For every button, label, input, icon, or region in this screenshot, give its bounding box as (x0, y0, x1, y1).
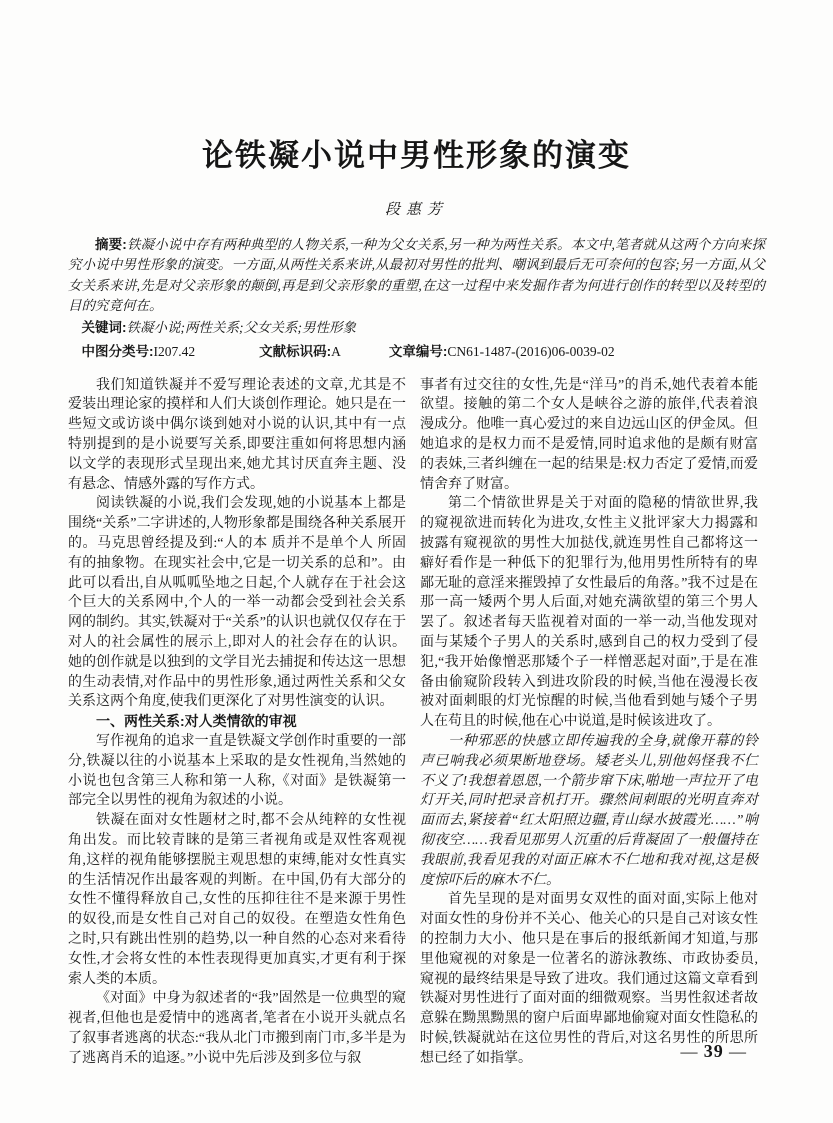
clc-value: I207.42 (153, 344, 196, 360)
abstract-text: 铁凝小说中存有两种典型的人物关系,一种为父女关系,另一种为两性关系。本文中,笔者就从这两个方向来探究小说中男性形象的演变。一方面,从两性关系来讲,从最初对男性的批判、嘲讽到最后无可奈何的包容;另一方面,从父女关系来讲,先是对父亲形象的颠倒,再是到父亲形象的重塑,在这一过程中来发掘作者为何进行创作的转型以及转型的目的究竟何在。 (68, 236, 766, 314)
right-column (420, 376, 758, 1069)
paragraph-left-1: 我们知道铁凝并不爱写理论表述的文章,尤其是不爱装出理论家的摸样和人们大谈创作理论。她只是在一些短文或访谈中偶尔谈到她对小说的认识,其中有一点特别提到的是小说要写关系,即要注重如何将思想内涵以文学的表现形式呈现出来,她尤其讨厌直奔主题、没有悬念、情感外露的写作方式。 (68, 377, 406, 492)
article-id (389, 344, 615, 359)
abstract (68, 235, 765, 317)
paragraph-right-4: 首先呈现的是对面男女双性的面对面,实际上他对对面女性的身份并不关心、他关心的只是自己对该女性的控制力大小、他只是在事后的报纸新闻才知道,与那里他窥视的对象是一位著名的游泳教练、市政协委员,窥视的最终结果是导致了进攻。我们通过这篇文章看到铁凝对男性进行了面对面的细微观察。当男性叙述者故意躲在黝黑黝黑的窗户后面卑鄙地偷窥对面女性隐私的时候,铁凝就站在这位男性的背后,对这名男性的所思所想已经了如指掌。 (420, 892, 758, 1066)
paragraph-right-1: 事者有过交往的女性,先是“洋马”的肖禾,她代表着本能欲望。接触的第二个女人是峡谷之游的旅伴,代表着浪漫成分。他唯一真心爱过的来自边远山区的伊金凤。但她追求的是权力而不是爱情,同时追求他的是颇有财富的表妹,三者纠缠在一起的结果是:权力否定了爱情,而爱情舍弃了财富。 (420, 377, 758, 492)
paragraph-left-2: 阅读铁凝的小说,我们会发现,她的小说基本上都是围绕“关系”二字讲述的,人物形象都是围绕各种关系展开的。马克思曾经提及到:“人的本 质并不是单个人 所固有的抽象物。在现实社会中,它是一切关系的总和”。由此可以看出,自从呱呱坠地之日起,个人就存在于社会这个巨大的关系网中,个人的一举一动都会受到社会关系网的制约。其实,铁凝对于“关系”的认识也就仅仅存在于对人的社会属性的展示上,即对人的社会存在的认识。她的创作就是以独到的文学目光去捕捉和传达这一思想的生动表情,对作品中的男性形象,通过两性关系和父女关系这两个角度,使我们更深化了对男性演变的认识。 (68, 496, 406, 710)
front-matter (68, 235, 765, 363)
page-number-right-dash: — (729, 1042, 747, 1061)
paragraph-left-5: 《对面》中身为叙述者的“我”固然是一位典型的窥视者,但他也是爱情中的逃离者,笔者在小说开头就点名了叙事者逃离的状态:“我从北门市搬到南门市,多半是为了逃离肖禾的追逐。”小说中先后涉及到多位与叙 (68, 991, 406, 1066)
author-name: 段惠芳 (384, 201, 448, 218)
keywords-line (68, 318, 765, 339)
paragraph-right-2: 第二个情欲世界是关于对面的隐秘的情欲世界,我的窥视欲进而转化为进攻,女性主义批评家大力揭露和披露有窥视欲的男性大加挞伐,就连男性自己都将这一癖好看作是一种低下的犯罪行为,他用男性所特有的卑鄙无耻的意淫来摧毁掉了女性最后的角落。”我不过是在那一高一矮两个男人后面,对她充满欲望的第三个男人罢了。叙述者每天监视着对面的一举一动,当他发现对面与某矮个子男人的关系时,感到自己的权力受到了侵犯,“我开始像憎恶那矮个子一样憎恶起对面”,于是在准备由偷窥阶段转入到进攻阶段的时候,当他在漫漫长夜被对面刺眼的灯光惊醒的时候,当他看到她与矮个子男人在苟且的时候,他在心中说道,是时候该进攻了。 (420, 496, 758, 730)
article-title: 论铁凝小说中男性形象的演变 (202, 138, 631, 173)
page-number-left-dash: — (680, 1042, 699, 1061)
page-number-value: 39 (703, 1041, 724, 1061)
article-id-value: CN61-1487-(2016)06-0039-02 (447, 344, 615, 360)
paragraph-right-3-quote: 一种邪恶的快感立即传遍我的全身,就像开幕的铃声已响我必须果断地登场。矮老头儿,别他妈怪我不仁不义了!我想着恩恩,一个箭步窜下床,啪地一声拉开了电灯开关,同时把录音机打开。骤然间刺眼的光明直奔对面而去,紧接着“红太阳照边疆,青山绿水披霞光……”响彻夜空……我看见那男人沉重的后背凝固了一般僵持在我眼前,我看见我的对面正麻木不仁地和我对视,这是极度惊吓后的麻木不仁。 (420, 733, 758, 888)
paragraph-left-4: 铁凝在面对女性题材之时,都不会从纯粹的女性视角出发。而比较青睐的是第三者视角或是双性客观视角,这样的视角能够摆脱主观思想的束缚,能对女性真实的生活情况作出最客观的判断。在中国,仍有大部分的女性不懂得释放自己,女性的压抑往往不是来源于男性的奴役,而是女性自己对自己的奴役。在塑造女性角色之时,只有跳出性别的趋势,以一种自然的心态对来看待女性,才会将女性的本性表现得更加真实,才更有利于探索人类的本质。 (68, 813, 406, 987)
body-columns (68, 376, 765, 1069)
article-id-label: 文章编号: (388, 344, 448, 360)
section-heading-1: 一、两性关系:对人类情欲的审视 (96, 713, 297, 730)
keywords-text: 铁凝小说;两性关系;父女关系;男性形象 (126, 319, 356, 335)
abstract-label: 摘要: (95, 236, 127, 252)
document-code (259, 344, 341, 359)
clc-label: 中图分类号: (81, 344, 154, 360)
keywords-label: 关键词: (81, 319, 127, 335)
page-number (681, 1041, 748, 1062)
document-code-label: 文献标识码: (259, 344, 332, 360)
document-code-value: A (331, 344, 341, 360)
article-meta-line (68, 342, 765, 363)
clc-number (82, 344, 196, 359)
left-column (68, 376, 406, 1069)
paragraph-left-3: 写作视角的追求一直是铁凝文学创作时重要的一部分,铁凝以往的小说基本上采取的是女性视角,当然她的小说也包含第三人称和第一人称,《对面》是铁凝第一部完全以男性的视角为叙述的小说。 (68, 733, 406, 809)
